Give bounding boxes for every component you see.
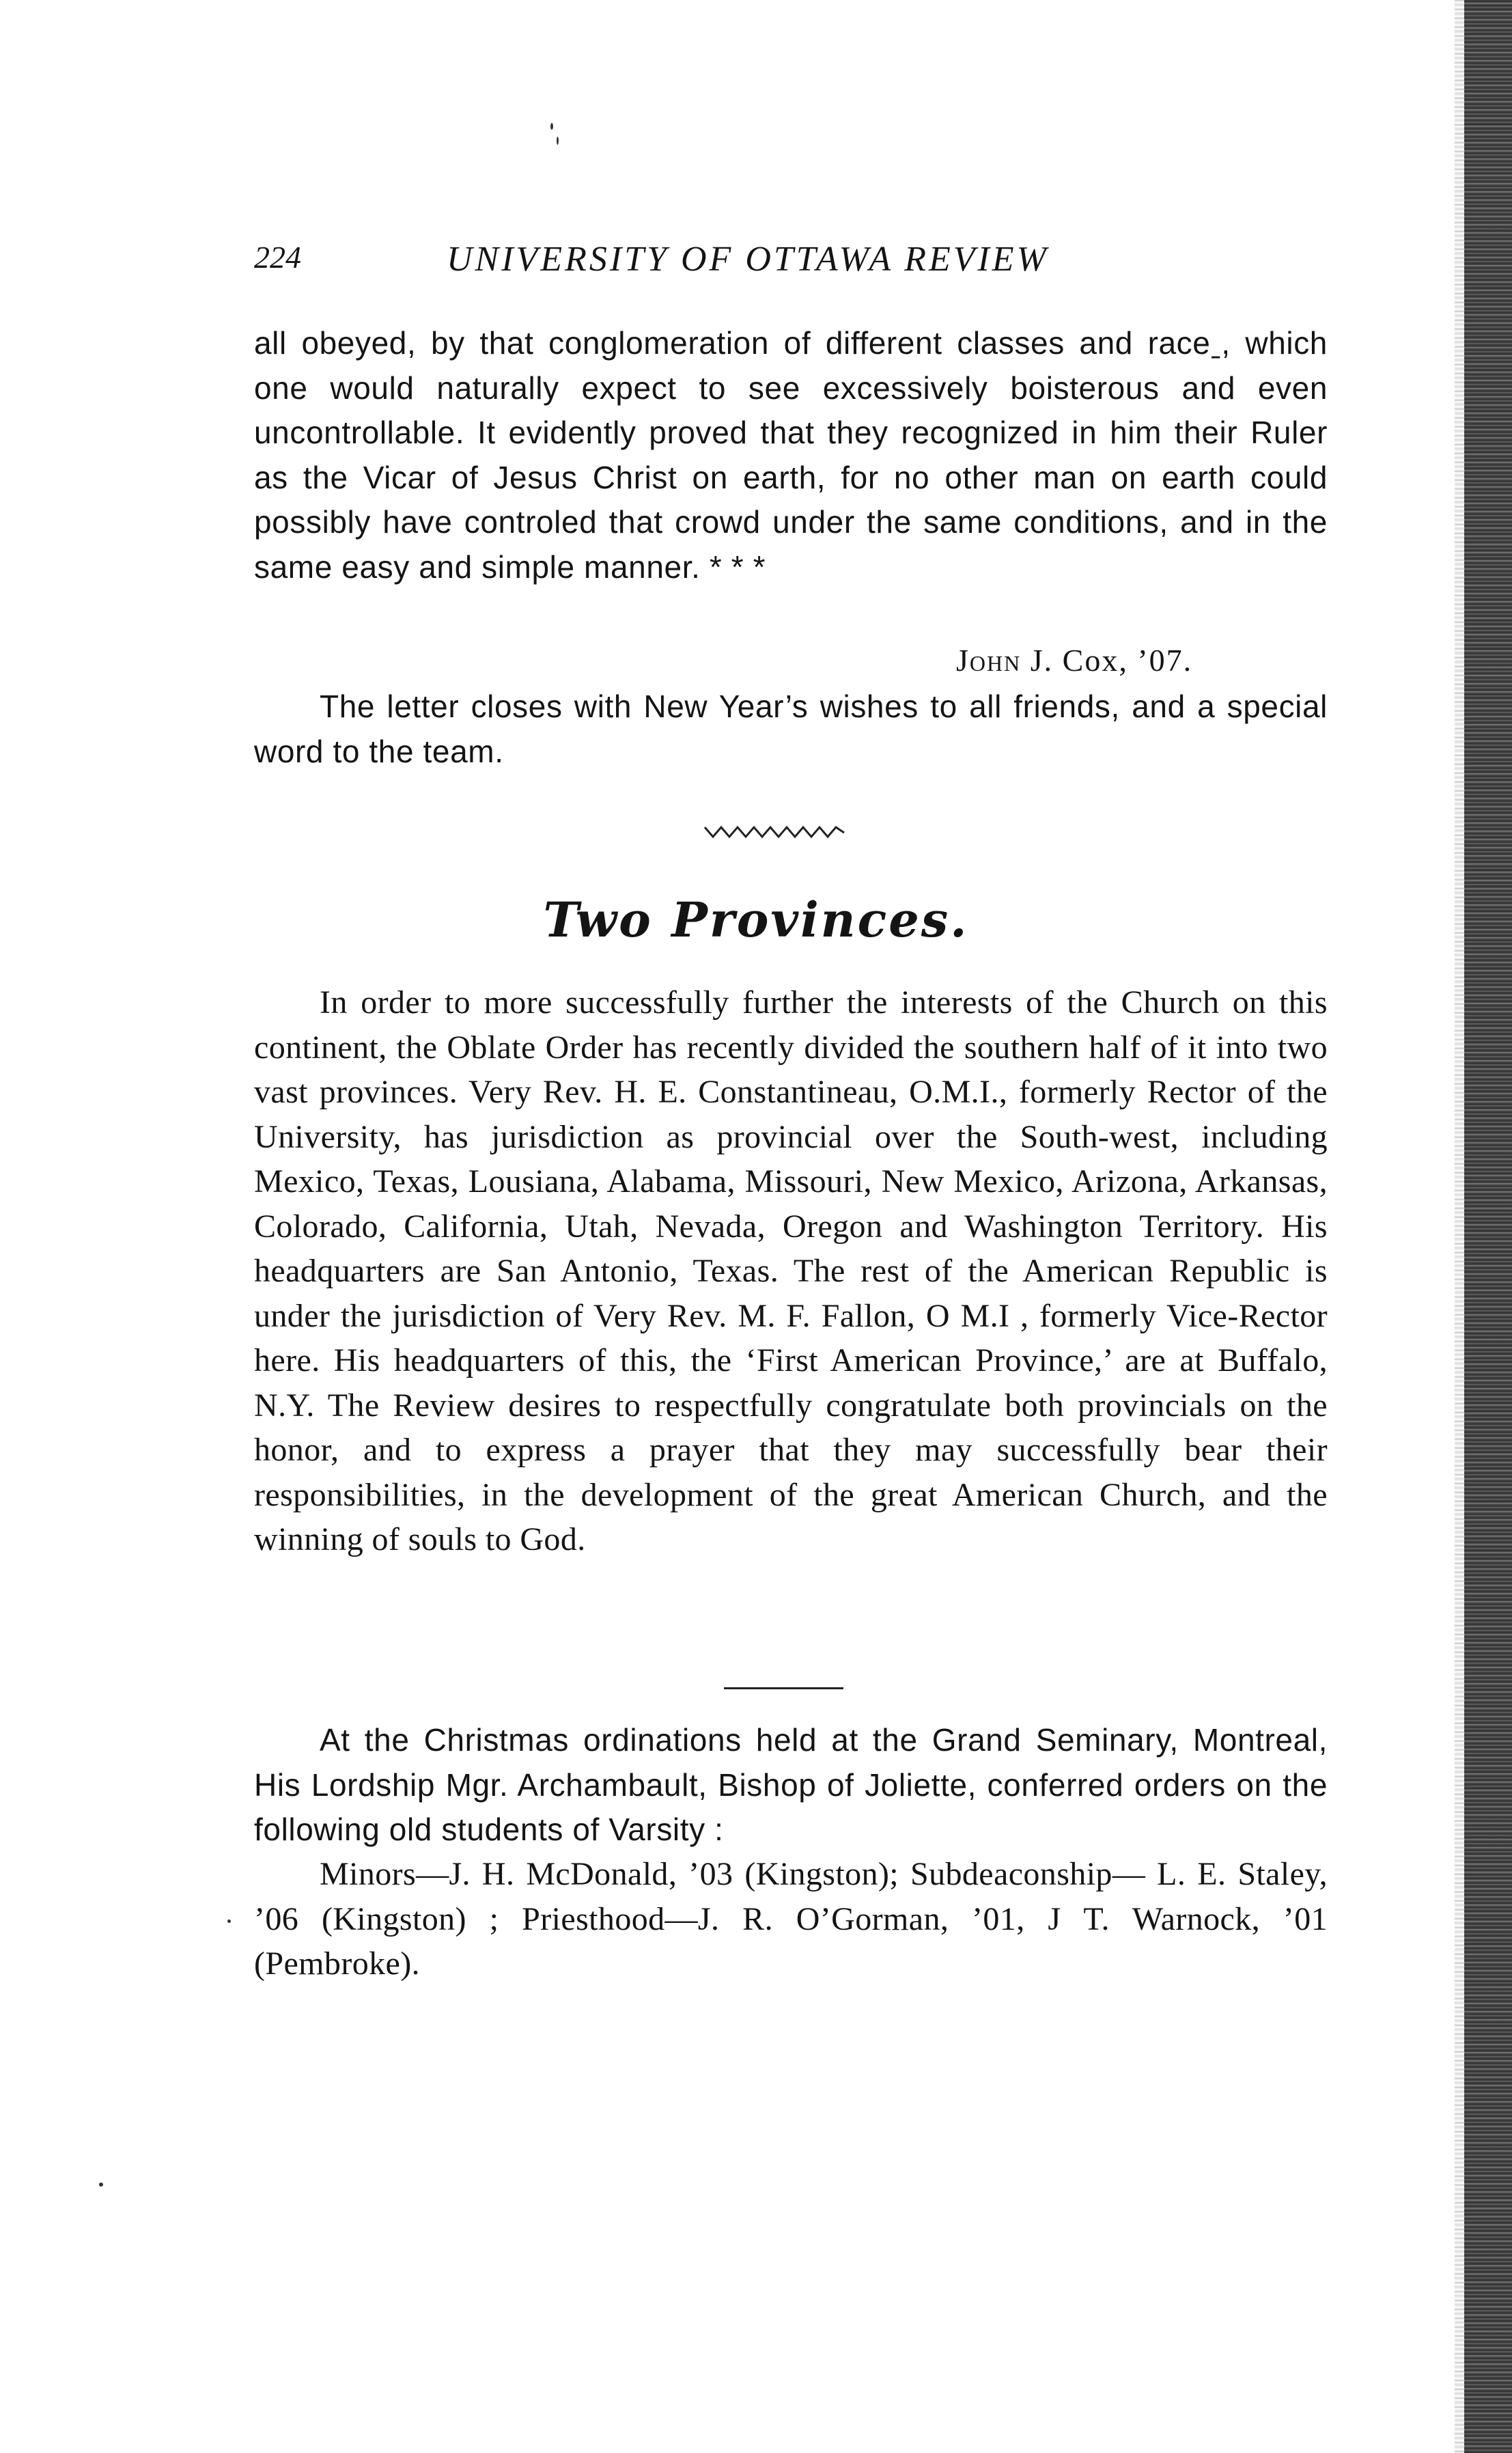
provinces-paragraph: In order to more successfully further the interests of the Church on this continent, the Oblate Order has recently divided the southern half of it into two vast provinces. Very Rev. H. E. Constantineau, O.M.I., formerly Rector of the University, has jurisdiction as provincial over the South-west, including Mexico, Texas, Lousiana, Alabama, Missouri, New Mexico, Arizona, Arkansas, Colorado, California, Utah, Nevada, Oregon and Washington Territory. His headquarters are San Antonio, Texas. The rest of the American Republic is under the jurisdiction of Very Rev. M. F. Fallon, O M.I , formerly Vice-Rector here. His headquarters of this, the ‘First American Province,’ are at Buffalo, N.Y. The Review desires to respectfully congratulate both provincials on the honor, and to express a prayer that they may successfully bear their responsibilities, in the development of the great American Church, and the winning of souls to God.	[254, 984, 1328, 1557]
scan-speck	[550, 123, 553, 130]
running-head: UNIVERSITY OF OTTAWA REVIEW	[447, 240, 1049, 279]
page-number: 224	[254, 240, 301, 275]
scan-speck	[99, 2182, 103, 2187]
letter-closing: The letter closes with New Year’s wishes to all friends, and a special word to the team.	[254, 689, 1328, 769]
ordinations-list: Minors—J. H. McDonald, ’03 (Kingston); Subdeaconship— L. E. Staley, ’06 (Kingston) ; Priesthood—J. R. O’Gorman, ’01, J T. Warnock, ’01 (Pembroke).	[254, 1856, 1328, 1982]
section-title: Two Provinces.	[543, 891, 969, 948]
ordinations-paragraph: At the Christmas ordinations held at the Grand Seminary, Montreal, His Lordship Mgr. Archambault, Bishop of Joliette, conferred orders on the following old students of Varsity :	[254, 1722, 1328, 1847]
signature-rest: J. Cox, ’07.	[1021, 643, 1193, 678]
binding-edge	[1464, 0, 1512, 2453]
signature-first-name: John	[956, 643, 1022, 678]
page-header	[254, 239, 1347, 294]
wave-ornament	[703, 823, 847, 840]
section-divider	[724, 1687, 843, 1689]
letter-paragraph: all obeyed, by that conglomeration of different classes and raceˍ, which one would naturally expect to see excessively boisterous and even uncontrollable. It evidently proved that they recognized in him their Ruler as the Vicar of Jesus Christ on earth, for no other man on earth could possibly have controled that crowd under the same conditions, and in the same easy and simple manner. * * *	[254, 325, 1328, 585]
scan-speck	[227, 1920, 231, 1923]
scan-speck	[557, 137, 559, 145]
letter-signature	[956, 642, 1192, 678]
